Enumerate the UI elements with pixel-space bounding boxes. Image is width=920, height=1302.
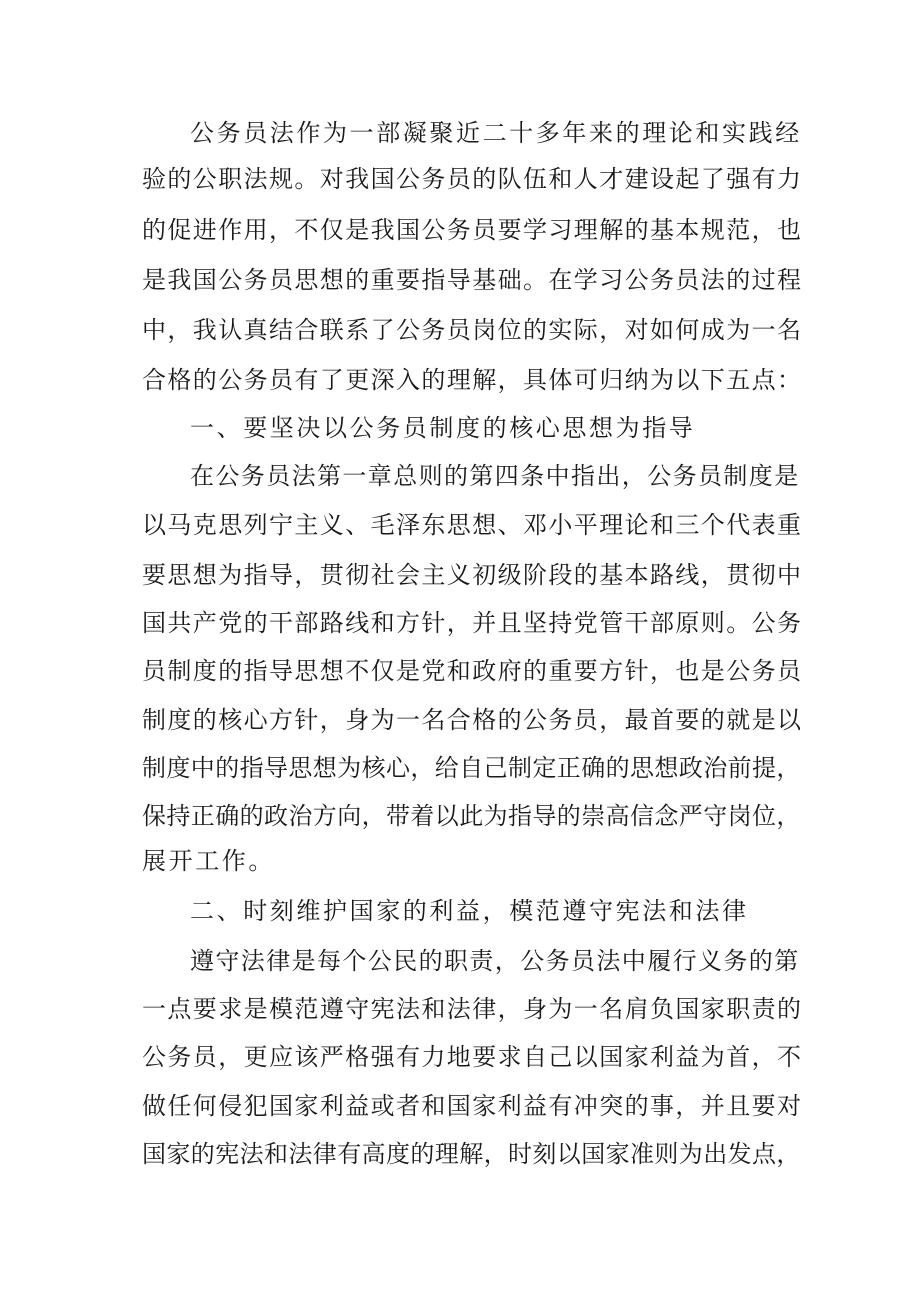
text-line: 合格的公务员有了更深入的理解，具体可归纳为以下五点： [142, 366, 803, 394]
text-line: 公务员法作为一部凝聚近二十多年来的理论和实践经 [190, 119, 802, 147]
text-line: 以马克思列宁主义、毛泽东思想、邓小平理论和三个代表重 [142, 511, 803, 539]
text-line: 做任何侵犯国家利益或者和国家利益有冲突的事，并且要对 [142, 1092, 803, 1120]
text-line: 制度的核心方针，身为一名合格的公务员，最首要的就是以 [142, 706, 803, 734]
text-line: 是我国公务员思想的重要指导基础。在学习公务员法的过程 [142, 266, 803, 294]
text-line: 验的公职法规。对我国公务员的队伍和人才建设起了强有力 [142, 165, 803, 193]
text-line: 一点要求是模范遵守宪法和法律，身为一名肩负国家职责的 [142, 995, 803, 1023]
text-line: 遵守法律是每个公民的职责，公务员法中履行义务的第 [190, 947, 800, 975]
text-line: 中，我认真结合联系了公务员岗位的实际，对如何成为一名 [142, 316, 803, 344]
text-line: 国家的宪法和法律有高度的理解，时刻以国家准则为出发点， [142, 1140, 801, 1168]
text-line: 展开工作。 [142, 847, 275, 875]
text-line: 国共产党的干部路线和方针，并且坚持党管干部原则。公务 [142, 609, 803, 637]
text-line: 保持正确的政治方向，带着以此为指导的崇高信念严守岗位， [142, 802, 801, 830]
section-heading-2: 二、时刻维护国家的利益，模范遵守宪法和法律 [190, 897, 749, 925]
text-line: 的促进作用，不仅是我国公务员要学习理解的基本规范，也 [142, 216, 803, 244]
text-line: 制度中的指导思想为核心，给自己制定正确的思想政治前提， [142, 754, 801, 782]
text-line: 在公务员法第一章总则的第四条中指出，公务员制度是 [190, 462, 800, 490]
text-line: 公务员，更应该严格强有力地要求自己以国家利益为首，不 [142, 1043, 803, 1071]
section-heading-1: 一、要坚决以公务员制度的核心思想为指导 [190, 414, 696, 442]
text-line: 要思想为指导，贯彻社会主义初级阶段的基本路线，贯彻中 [142, 561, 803, 589]
text-line: 员制度的指导思想不仅是党和政府的重要方针，也是公务员 [142, 657, 803, 685]
